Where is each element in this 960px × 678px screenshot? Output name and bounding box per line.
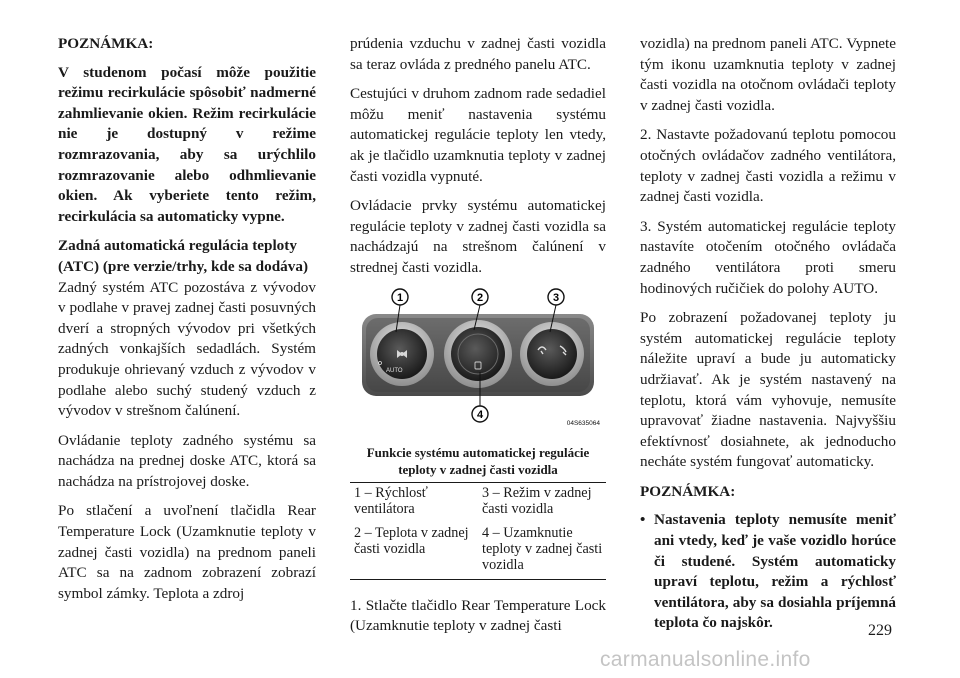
column-2 — [350, 34, 606, 646]
svg-text:2: 2 — [476, 291, 484, 304]
bullet-icon: • — [640, 511, 646, 529]
legend-row — [350, 523, 606, 580]
note-title: POZNÁMKA: — [640, 482, 736, 500]
callout-3 — [548, 289, 564, 305]
column-3 — [640, 34, 896, 634]
note-bullet — [640, 510, 896, 634]
paragraph: Ovládacie prvky systému automatickej regulácie teploty v zadnej časti vozidla sa nachádzajú na strešnom čalúnení v strednej časti vozidla. — [350, 197, 606, 276]
figure-legend-table — [350, 482, 606, 580]
callout-2 — [472, 289, 488, 305]
fan-speed-knob — [370, 322, 434, 386]
paragraph: Ovládanie teploty zadného systému sa nachádza na prednej doske ATC, ktorá sa nachádza na prístrojovej doske. — [58, 431, 316, 490]
legend-item: 3 – Režim v zadnej časti vozidla — [478, 482, 606, 523]
paragraph: Po zobrazení požadovanej teploty ju systém automatickej regulácie teploty náležite upraví a bude ju automaticky udržiavať. Ak je systém nastavený na teplotu, ktorá vám vyhovuje, nemusíte upravovať žiadne nastavenia. Najvyššiu efektívnosť dosiahnete, ak jednoducho necháte systém fungovať automaticky. — [640, 309, 896, 471]
paragraph: vozidla) na prednom paneli ATC. Vypnete tým ikonu uzamknutia teploty v zadnej časti vozidla na otočnom ovládači teploty v zadnej časti vozidla. — [640, 35, 896, 114]
page-number: 229 — [868, 622, 892, 639]
paragraph: Po stlačení a uvoľnení tlačidla Rear Temperature Lock (Uzamknutie teploty v zadnej časti vozidla) na prednom paneli ATC sa na zadnom zobrazení zobrazí symbol zámky. Teplota a zdroj — [58, 502, 316, 602]
section-title: Zadná automatická regulácia teploty (ATC) (pre verzie/trhy, kde sa dodáva) — [58, 237, 309, 275]
paragraph: Cestujúci v druhom zadnom rade sedadiel môžu meniť nastavenia systému automatickej regulácie teploty len vtedy, ak je tlačidlo uzamknutia teploty v zadnej časti vozidla vypnuté. — [350, 85, 606, 185]
step-2: 2. Nastavte požadovanú teplotu pomocou otočných ovládačov zadného ventilátora, teploty v zadnej časti vozidla a režimu v zadnej časti vozidla. — [640, 126, 896, 206]
svg-text:1: 1 — [396, 291, 404, 304]
svg-text:3: 3 — [552, 291, 560, 304]
callout-1 — [392, 289, 408, 305]
paragraph: prúdenia vzduchu v zadnej časti vozidla sa teraz ovláda z predného panelu ATC. — [350, 35, 606, 73]
figure-caption: Funkcie systému automatickej regulácie teploty v zadnej časti vozidla — [366, 444, 590, 477]
rear-atc-panel-illustration — [350, 288, 606, 436]
paragraph: Zadný systém ATC pozostáva z vývodov v podlahe v pravej zadnej časti posuvných dverí a stropných vývodov pri všetkých zadných vonkajších sedadlách. Systém produkuje ohrievaný vzduch z vývodov v podlahe alebo suchý studený vzduch z vývodov v strešnom čalúnení. — [58, 278, 316, 420]
legend-item: 2 – Teplota v zadnej časti vozidla — [354, 524, 469, 557]
step-1: 1. Stlačte tlačidlo Rear Temperature Lock (Uzamknutie teploty v zadnej časti — [350, 596, 606, 635]
legend-item: 1 – Rýchlosť ventilátora — [350, 482, 478, 523]
figure-code: 04S635064 — [566, 419, 600, 427]
legend-item: 4 – Uzamknutie teploty v zadnej časti vozidla — [482, 524, 603, 573]
svg-text:4: 4 — [476, 408, 484, 421]
rear-atc-controls-figure — [350, 288, 606, 436]
legend-row — [350, 482, 606, 523]
auto-label: AUTO — [386, 367, 403, 374]
note-text: V studenom počasí môže použitie režimu recirkulácie spôsobiť nadmerné zahmlievanie okien. Režim recirkulácie nie je dostupný v režime rozmrazovania, aby sa urýchlilo rozmrazovanie alebo odhmlievanie okien. Ak vyberiete tento režim, recirkulácia sa automaticky vypne. — [58, 63, 316, 225]
column-1 — [58, 34, 316, 613]
rear-mode-knob — [520, 322, 584, 386]
watermark: carmanualsonline.info — [600, 648, 811, 671]
rear-temperature-knob — [444, 320, 512, 388]
callout-4 — [472, 406, 488, 422]
step-3: 3. Systém automatickej regulácie teploty nastavíte otočením otočného ovládača zadného ventilátora proti smeru hodinových ručičiek do polohy AUTO. — [640, 217, 896, 297]
note-title: POZNÁMKA: — [58, 35, 154, 52]
note-bullet-text: Nastavenia teploty nemusíte meniť ani vtedy, keď je vaše vozidlo horúce či studené. Systém automaticky upraví teplotu, režim a rýchlosť ventilátora, aby sa dosiahla príjemná teplota čo najskôr. — [654, 511, 896, 632]
